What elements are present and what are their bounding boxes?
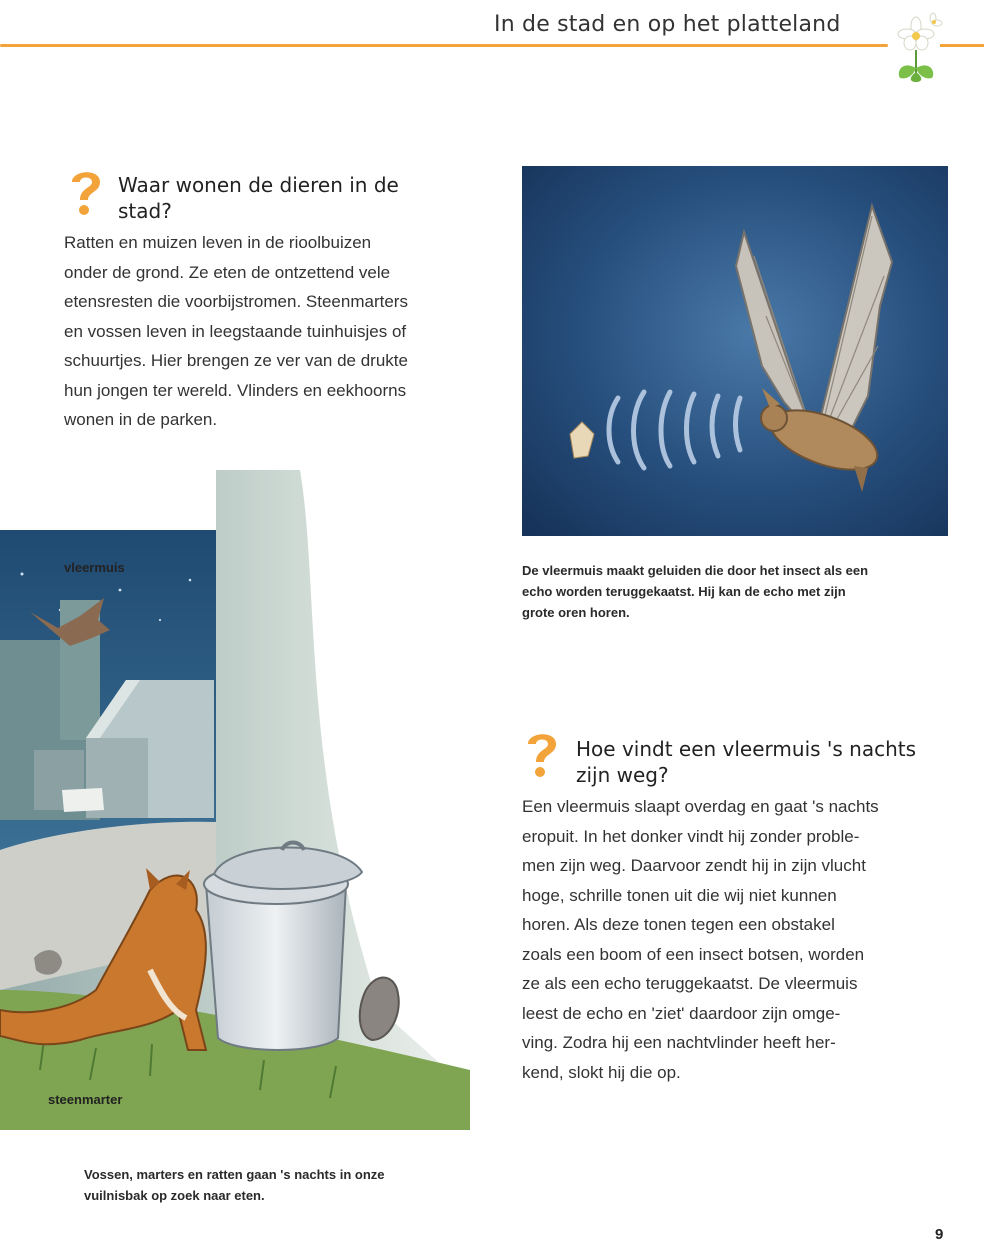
question-title-1	[118, 172, 399, 224]
text-line: horen. Als deze tonen tegen een obstakel	[522, 915, 835, 934]
caption-line: grote oren horen.	[522, 605, 630, 620]
flower-icon	[888, 10, 944, 82]
caption-line: De vleermuis maakt geluiden die door het insect als een	[522, 563, 869, 578]
question-title-1-line1: Waar wonen de dieren in de	[118, 173, 399, 197]
text-line: ving. Zodra hij een nachtvlinder heeft her-	[522, 1033, 836, 1052]
city-figure-caption	[84, 1164, 484, 1206]
question-mark-icon	[522, 728, 562, 778]
caption-line: vuilnisbak op zoek naar eten.	[84, 1188, 265, 1203]
text-line: etensresten die voorbijstromen. Steenmarters	[64, 292, 408, 311]
question-title-2	[576, 736, 916, 788]
header-rule	[0, 44, 888, 47]
label-vleermuis: vleermuis	[64, 560, 125, 575]
text-line: zoals een boom of een insect botsen, worden	[522, 944, 865, 964]
text-line: eropuit. In het donker vindt hij zonder proble-	[522, 826, 860, 846]
page-number: 9	[935, 1226, 944, 1243]
text-line: hoge, schrille tonen uit die wij niet kunnen	[522, 885, 837, 905]
running-header-title: In de stad en op het platteland	[494, 12, 841, 37]
text-line: ze als een echo teruggekaatst. De vleermuis	[522, 974, 858, 993]
text-line: schuurtjes. Hier brengen ze ver van de drukte	[64, 351, 408, 370]
text-line: men zijn weg. Daarvoor zendt hij in zijn vlucht	[522, 856, 866, 875]
caption-line: echo worden teruggekaatst. Hij kan de echo met zijn	[522, 584, 846, 599]
question-title-2-line1: Hoe vindt een vleermuis 's nachts	[576, 737, 917, 761]
label-steenmarter: steenmarter	[48, 1092, 123, 1107]
caption-line: Vossen, marters en ratten gaan 's nachts in onze	[84, 1167, 385, 1182]
question-title-1-line2: stad?	[118, 199, 172, 223]
text-line: onder de grond. Ze eten de ontzettend vele	[64, 262, 391, 282]
text-line: wonen in de parken.	[64, 410, 218, 429]
text-line: leest de echo en 'ziet' daardoor zijn omge-	[522, 1003, 841, 1023]
text-line: Een vleermuis slaapt overdag en gaat 's nachts	[522, 797, 879, 816]
text-line: hun jongen ter wereld. Vlinders en eekhoorns	[64, 380, 407, 400]
body-text-1	[64, 228, 504, 435]
bat-echolocation-illustration	[522, 166, 948, 536]
text-line: en vossen leven in leegstaande tuinhuisjes of	[64, 321, 407, 341]
text-line: kend, slokt hij die op.	[522, 1062, 681, 1082]
body-text-2	[522, 792, 962, 1087]
bat-figure-caption	[522, 560, 952, 623]
header-rule-end	[940, 44, 984, 47]
question-title-2-line2: zijn weg?	[576, 763, 669, 787]
text-line: Ratten en muizen leven in de rioolbuizen	[64, 233, 372, 252]
question-mark-icon	[66, 166, 106, 216]
